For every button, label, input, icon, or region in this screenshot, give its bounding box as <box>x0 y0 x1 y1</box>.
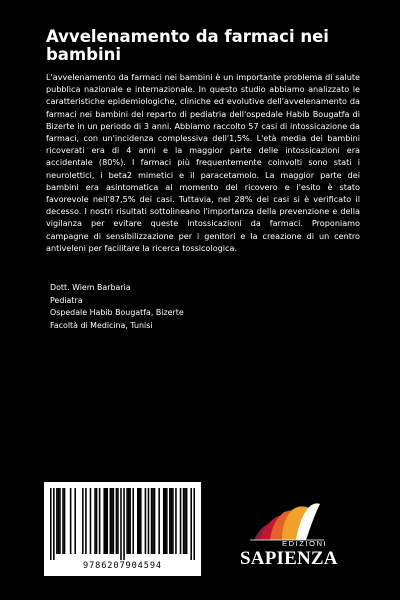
barcode-bar <box>99 488 101 554</box>
barcode-bar <box>105 488 107 554</box>
barcode-bar <box>184 488 186 554</box>
barcode-bar <box>169 488 171 554</box>
author-role: Pediatra <box>50 295 83 305</box>
barcode-bar <box>82 488 84 554</box>
barcode-bar <box>94 488 96 554</box>
barcode-bar <box>175 488 177 554</box>
barcode-bar <box>85 488 87 554</box>
barcode-bar <box>110 488 112 554</box>
author-hospital: Ospedale Habib Bougatfa, Bizerte <box>50 308 184 318</box>
barcode-bar <box>58 488 60 554</box>
barcode-bar <box>148 488 150 554</box>
isbn-number: 9786207904594 <box>83 561 162 571</box>
barcode-bar <box>96 488 98 554</box>
publisher-edizioni: EDIZIONI <box>282 539 328 548</box>
barcode-bar <box>120 488 122 560</box>
barcode-bar <box>59 488 61 554</box>
barcode-bar <box>139 488 141 554</box>
barcode-bar <box>50 488 52 560</box>
barcode-bar <box>140 488 142 554</box>
barcode-bar <box>183 488 185 554</box>
author-name: Dott. Wiem Barbaria <box>50 283 131 292</box>
author-faculty: Facoltà di Medicina, Tunisi <box>50 320 153 330</box>
barcode-bar <box>164 488 166 554</box>
barcode-bar <box>132 488 134 554</box>
barcode-bar <box>186 488 188 554</box>
feather-fan-logo-icon <box>244 500 334 544</box>
publisher-logo <box>238 500 366 580</box>
barcode-bar <box>171 488 173 554</box>
barcode-bar <box>116 488 118 554</box>
barcode-bar <box>152 488 154 554</box>
isbn-barcode <box>44 482 201 576</box>
barcode-bar <box>113 488 115 554</box>
barcode-bar <box>56 488 58 554</box>
barcode-bar <box>103 488 105 554</box>
book-abstract: L'avvelenamento da farmaci nei bambini è un importante problema di salute pubblica nazionale e internazionale. In questo studio abbiamo analizzato le caratteristiche epidemiologiche, cliniche ed evolutive dell'avvelenamento da farmaci nei bambini del reparto di pediatria dell'ospedale Habib Bougatfa di Bizerte in un periodo di 3 anni. Abbiamo raccolto 57 casi di intossicazione da farmaci, con un'incidenza complessiva dell'1,5%. L'età media dei bambini ricoverati era di 4 anni e la maggior parte delle intossicazioni era accidentale (80%). I farmaci più frequentemente coinvolti sono stati i neurolettici, i beta2 mimetici e il paracetamolo. La maggior parte dei bambini era asintomatica al momento del ricovero e l'esito è stato favorevole nell'87,5% dei casi. Tuttavia, nel 28% dei casi si è verificato il decesso. I nostri risultati sottolineano l'importanza della prevenzione e della vigilanza per evitare queste intossicazioni da farmaci. Proponiamo campagne di sensibilizzazione per i genitori e la creazione di un centro antiveleni per facilitare la ricerca tossicologica. <box>46 72 360 253</box>
barcode-bar <box>151 488 153 554</box>
barcode-bar <box>53 488 55 560</box>
barcode-bar <box>154 488 156 554</box>
barcode-bars <box>50 488 195 560</box>
barcode-bar <box>117 488 119 554</box>
author-block <box>50 282 350 332</box>
barcode-bar <box>137 488 139 554</box>
book-title: Avvelenamento da farmaci nei bambini <box>46 27 329 64</box>
barcode-bar <box>106 488 108 554</box>
barcode-bar <box>180 488 182 554</box>
barcode-bar <box>74 488 76 554</box>
barcode-bar <box>123 488 125 560</box>
barcode-bar <box>193 488 195 560</box>
barcode-bar <box>64 488 66 554</box>
barcode-bar <box>70 488 72 554</box>
barcode-bar <box>62 488 64 554</box>
barcode-bar <box>129 488 131 554</box>
barcode-bar <box>128 488 130 554</box>
publisher-sapienza: SAPIENZA <box>240 548 338 569</box>
barcode-bar <box>163 488 165 554</box>
barcode-bar <box>126 488 128 554</box>
barcode-bar <box>90 488 92 554</box>
barcode-bar <box>145 488 147 554</box>
barcode-bar <box>190 488 192 560</box>
barcode-bar <box>172 488 174 554</box>
barcode-bar <box>166 488 168 554</box>
barcode-bar <box>111 488 113 554</box>
barcode-bar <box>158 488 160 554</box>
